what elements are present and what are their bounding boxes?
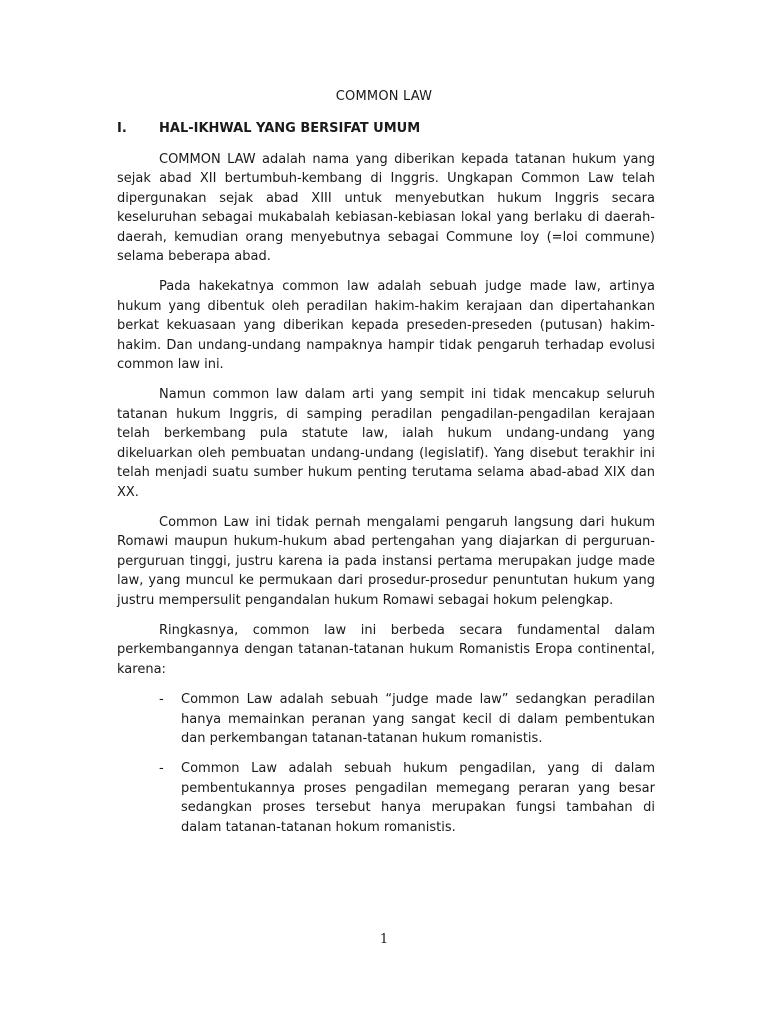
list-item [117,759,655,837]
list-dash-marker: - [159,761,164,777]
paragraph-4: Common Law ini tidak pernah mengalami pengaruh langsung dari hukum Romawi maupun hukum-hukum abad pertengahan yang diajarkan di perguruan-perguruan tinggi, justru karena ia pada instansi pertama merupakan judge made law, yang muncul ke permukaan dari prosedur-prosedur penuntutan hukum yang justru mempersulit pengandalan hukum Romawi sebagai hokum pelengkap. [117,514,655,608]
list-dash-marker: - [159,692,164,708]
paragraph-5: Ringkasnya, common law ini berbeda secara fundamental dalam perkembangannya dengan tatanan-tatanan hukum Romanistis Eropa continental, karena: [117,622,655,677]
section-heading-text: HAL-IKHWAL YANG BERSIFAT UMUM [159,121,421,136]
paragraph-2: Pada hakekatnya common law adalah sebuah judge made law, artinya hukum yang dibentuk oleh peradilan hakim-hakim kerajaan dan dipertahankan berkat kekuasaan yang diberikan kepada preseden-preseden (putusan) hakim-hakim. Dan undang-undang nampaknya hampir tidak pengaruh terhadap evolusi common law ini. [117,279,655,373]
paragraph-3: Namun common law dalam arti yang sempit ini tidak mencakup seluruh tatanan hukum Inggris, di samping peradilan pengadilan-pengadilan kerajaan telah berkembang pula statute law, ialah hukum undang-undang yang dikeluarkan oleh pembuatan undang-undang (legislatif). Yang disebut terakhir ini telah menjadi suatu sumber hukum penting terutama selama abad-abad XIX dan XX. [117,387,655,500]
list-item-text: Common Law adalah sebuah “judge made law” sedangkan peradilan hanya memainkan peranan yang sangat kecil di dalam pembentukan dan perkembangan tatanan-tatanan hukum romanistis. [181,692,655,746]
comparison-list [117,690,655,837]
section-heading [117,121,420,136]
document-title: COMMON LAW [335,89,433,104]
document-body [117,150,655,848]
section-number: I. [117,121,127,136]
list-item [117,690,655,748]
list-item-text: Common Law adalah sebuah hukum pengadilan, yang di dalam pembentukannya proses pengadilan memegang peraran yang besar sedangkan proses tersebut hanya merupakan fungsi tambahan di dalam tatanan-tatanan hokum romanistis. [181,761,655,835]
page-number: 1 [379,932,389,947]
paragraph-1: COMMON LAW adalah nama yang diberikan kepada tatanan hukum yang sejak abad XII bertumbuh-kembang di Inggris. Ungkapan Common Law telah dipergunakan sejak abad XIII untuk menyebutkan hukum Inggris secara keseluruhan sebagai mukabalah kebiasan-kebiasan lokal yang berlaku di daerah-daerah, kemudian orang menyebutnya sebagai Commune loy (=loi commune) selama beberapa abad. [117,152,655,265]
